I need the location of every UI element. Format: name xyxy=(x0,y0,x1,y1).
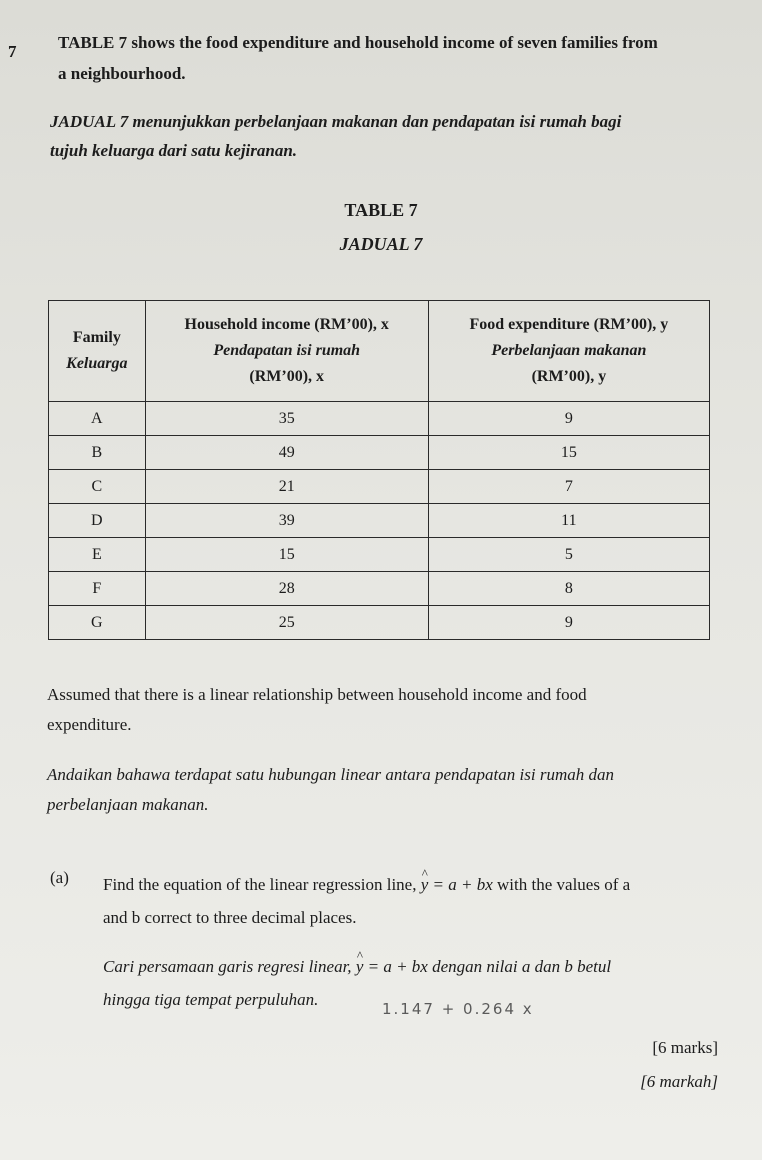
header-income-unit: (RM’00), x xyxy=(249,368,325,385)
table-row xyxy=(49,402,710,436)
cell-food: 15 xyxy=(428,436,709,470)
cell-family: F xyxy=(49,572,146,606)
table-row xyxy=(49,504,710,538)
data-table xyxy=(48,300,710,640)
table-row xyxy=(49,470,710,504)
cell-income: 35 xyxy=(145,402,428,436)
part-a-english-pre: Find the equation of the linear regression line, xyxy=(103,875,417,894)
cell-income: 28 xyxy=(145,572,428,606)
assumption-english xyxy=(47,680,737,740)
cell-food: 11 xyxy=(428,504,709,538)
header-family xyxy=(49,301,146,402)
header-income-my: Pendapatan isi rumah xyxy=(213,342,361,359)
assumption-malay xyxy=(47,760,737,820)
part-a-label: (a) xyxy=(50,868,69,887)
intro-english-line2: a neighbourhood. xyxy=(58,64,186,83)
table-row xyxy=(49,436,710,470)
cell-food: 7 xyxy=(428,470,709,504)
cell-family: G xyxy=(49,606,146,640)
intro-malay-line2: tujuh keluarga dari satu kejiranan. xyxy=(50,141,298,160)
cell-income: 49 xyxy=(145,436,428,470)
cell-income: 39 xyxy=(145,504,428,538)
header-family-my: Keluarga xyxy=(66,355,128,372)
part-a-english-line2: and b correct to three decimal places. xyxy=(103,908,357,927)
question-number: 7 xyxy=(8,42,17,61)
table-row xyxy=(49,572,710,606)
table-header-row xyxy=(49,301,710,402)
cell-family: A xyxy=(49,402,146,436)
header-food xyxy=(428,301,709,402)
assumption-english-line2: expenditure. xyxy=(47,715,132,734)
header-food-unit: (RM’00), y xyxy=(531,368,607,385)
header-family-en: Family xyxy=(72,329,121,346)
handwritten-answer: 1.147 + 0.264 x xyxy=(382,1000,534,1018)
part-a-english-post: with the values of a xyxy=(497,875,631,894)
part-a-malay-line2: hingga tiga tempat perpuluhan. xyxy=(103,990,319,1009)
intro-malay-line1: JADUAL 7 menunjukkan perbelanjaan makanan dan pendapatan isi rumah bagi xyxy=(50,112,622,131)
cell-income: 21 xyxy=(145,470,428,504)
table-row xyxy=(49,538,710,572)
part-a-malay-pre: Cari persamaan garis regresi linear, xyxy=(103,957,352,976)
header-food-my: Perbelanjaan makanan xyxy=(491,342,647,359)
regression-equation xyxy=(421,875,493,894)
table-row xyxy=(49,606,710,640)
cell-family: D xyxy=(49,504,146,538)
cell-food: 8 xyxy=(428,572,709,606)
marks-english: [6 marks] xyxy=(652,1038,718,1057)
regression-equation-malay xyxy=(356,957,428,976)
part-a-malay-post: dengan nilai a dan b betul xyxy=(432,957,612,976)
equation-rest: = a + bx xyxy=(428,875,493,894)
header-food-en: Food expenditure (RM’00), y xyxy=(469,316,669,333)
equation-rest-malay: = a + bx xyxy=(363,957,428,976)
table-caption-malay: JADUAL 7 xyxy=(339,234,423,254)
cell-food: 9 xyxy=(428,402,709,436)
header-income-en: Household income (RM’00), x xyxy=(184,316,389,333)
part-a-english xyxy=(103,868,743,934)
assumption-malay-line2: perbelanjaan makanan. xyxy=(47,795,209,814)
cell-income: 25 xyxy=(145,606,428,640)
cell-income: 15 xyxy=(145,538,428,572)
y-hat-malay: ^ y xyxy=(356,950,364,983)
cell-family: E xyxy=(49,538,146,572)
assumption-malay-line1: Andaikan bahawa terdapat satu hubungan linear antara pendapatan isi rumah dan xyxy=(47,765,614,784)
marks-malay: [6 markah] xyxy=(640,1072,718,1091)
cell-food: 9 xyxy=(428,606,709,640)
cell-family: B xyxy=(49,436,146,470)
header-income xyxy=(145,301,428,402)
intro-english-line1: TABLE 7 shows the food expenditure and household income of seven families from xyxy=(58,33,658,52)
cell-food: 5 xyxy=(428,538,709,572)
table-caption-english: TABLE 7 xyxy=(344,200,418,220)
cell-family: C xyxy=(49,470,146,504)
assumption-english-line1: Assumed that there is a linear relationship between household income and food xyxy=(47,685,587,704)
y-hat: ^ y xyxy=(421,868,429,901)
